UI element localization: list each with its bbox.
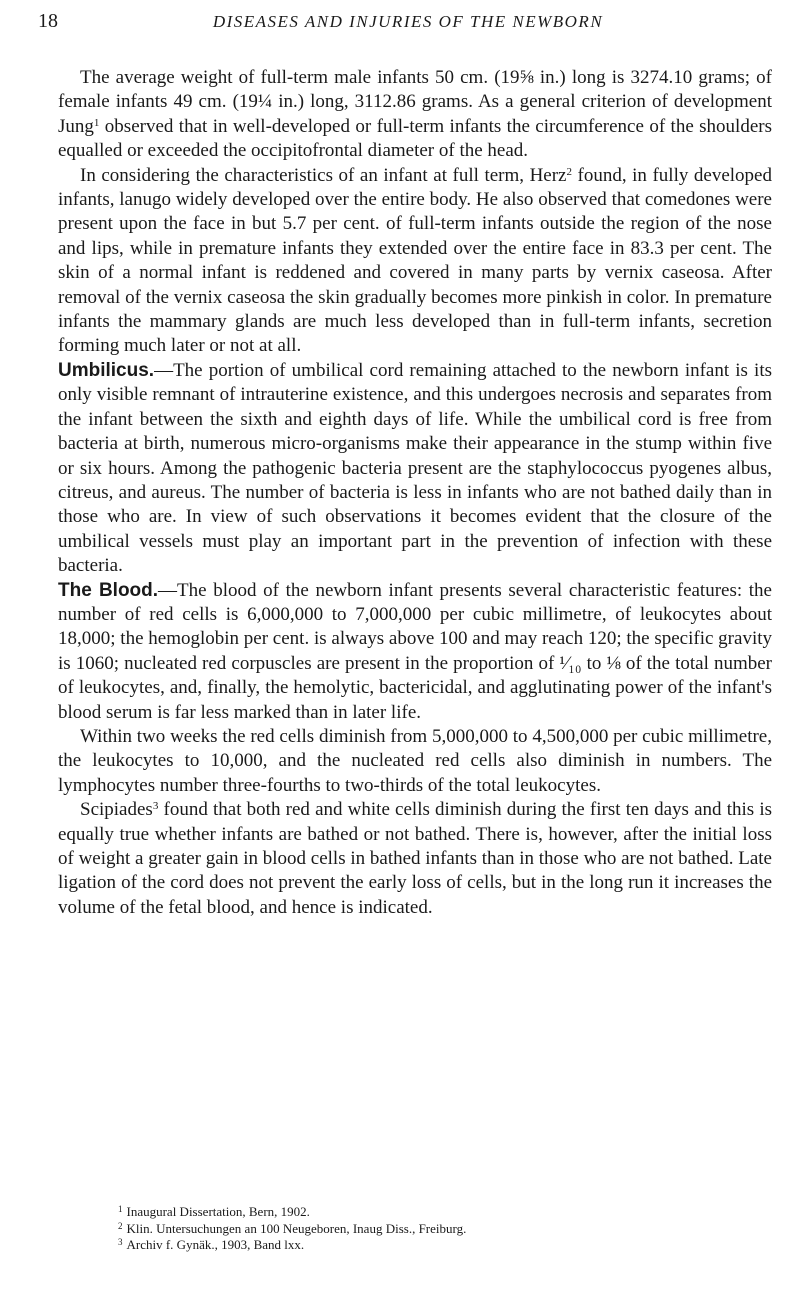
footnote-ref: 2 bbox=[566, 165, 572, 178]
running-head: DISEASES AND INJURIES OF THE NEWBORN bbox=[212, 12, 604, 31]
paragraph-blood-two-weeks: Within two weeks the red cells diminish from 5,000,000 to 4,500,000 per cubic millimetre, the leukocytes to 10,000, and the nucleated red cells also diminish in numbers. The lymphocytes number three-fourths to two-thirds of the total leukocytes. bbox=[58, 725, 772, 796]
page-header bbox=[38, 6, 778, 42]
section-heading: The Blood. bbox=[58, 579, 159, 601]
paragraph-full-term-weight: The average weight of full-term male infants 50 cm. (19⅝ in.) long is 3274.10 grams; of female infants 49 cm. (19¼ in.) long, 3112.86 grams. As a general criterion of development Jung$^1$ observed that in well-developed or full-term infants the circumference of the shoulders equalled or exceeded the occipitofrontal diameter of the head. bbox=[58, 67, 772, 162]
page-number: 18 bbox=[38, 10, 58, 32]
footnote: $^3$ Archiv f. Gynäk., 1903, Band lxx. bbox=[118, 1237, 305, 1253]
section-heading: Umbilicus. bbox=[58, 359, 155, 381]
footnotes bbox=[118, 1204, 738, 1254]
body-text bbox=[58, 66, 772, 920]
footnote-ref: 3 bbox=[152, 800, 159, 813]
footnote-ref: 1 bbox=[93, 116, 100, 129]
footnote: $^2$ Klin. Untersuchungen an 100 Neugeboren, Inaug Diss., Freiburg. bbox=[118, 1220, 467, 1236]
paragraph-full-term-characteristics: In considering the characteristics of an infant at full term, Herz$^2$ found, in fully developed infants, lanugo widely developed over the entire body. He also observed that comedones were present upon the face in but 5.7 per cent. of full-term infants outside the region of the nose and lips, while in premature infants they extended over the entire face in 83.3 per cent. The skin of a normal infant is reddened and covered in many parts by vernix caseosa. After removal of the vernix caseosa the skin gradually becomes more pinkish in color. In premature infants the mammary glands are much less developed than in full-term infants, secretion forming much later or not at all. bbox=[58, 164, 772, 357]
section-umbilicus: Umbilicus.—The portion of umbilical cord remaining attached to the newborn infant is its only visible remnant of intrauterine existence, and this undergoes necrosis and separates from the infant between the sixth and eighth days of life. While the umbilical cord is free from bacteria at birth, numerous micro-organisms make their appearance in the stump within five or six hours. Among the pathogenic bacteria present are the staphylococcus pyogenes albus, citreus, and aureus. The number of bacteria is less in infants who are not bathed daily than in those who are. In view of such observations it becomes evident that the closure of the umbilical vessels must play an important part in the prevention of infection with these bacteria. bbox=[58, 359, 772, 577]
paragraph-scipiades: Scipiades$^3$ found that both red and white cells diminish during the first ten days and this is equally true whether infants are bathed or not bathed. There is, however, after the initial loss of weight a greater gain in blood cells in bathed infants than in those who are not bathed. Late ligation of the cord does not prevent the early loss of cells, but in the long run it increases the volume of the fetal blood, and hence is indicated. bbox=[58, 799, 772, 918]
section-blood: The Blood.—The blood of the newborn infant presents several characteristic features: the number of red cells is 6,000,000 to 7,000,000 per cubic millimetre, of leukocytes about 18,000; the hemoglobin per cent. is always above 100 and may reach 120; the specific gravity is 1060; nucleated red corpuscles are present in the proportion of ¹⁄₁₀ to ⅛ of the total number of leukocytes, and, finally, the hemolytic, bactericidal, and agglutinating power of the infant's blood serum is far less marked than in later life. bbox=[58, 579, 772, 723]
footnote: $^1$ Inaugural Dissertation, Bern, 1902. bbox=[118, 1204, 310, 1219]
